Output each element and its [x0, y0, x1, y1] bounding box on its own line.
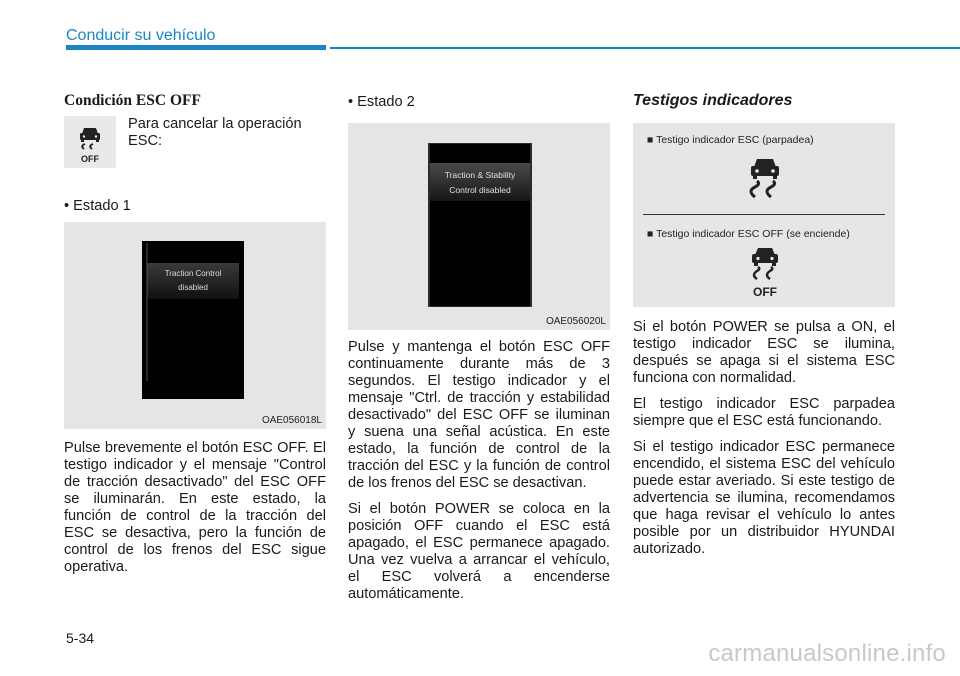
cluster-screen	[428, 143, 532, 307]
esc-off-icon	[64, 116, 116, 168]
screen-line-2: disabled	[178, 283, 208, 292]
screen-line-2: Control disabled	[449, 185, 511, 195]
indicator-label-esc-off: ■ Testigo indicador ESC OFF (se enciende)	[647, 228, 850, 240]
header-rule-thin	[330, 47, 960, 49]
indicator-label-esc: ■ Testigo indicador ESC (parpadea)	[647, 134, 814, 146]
figure-code: OAE056020L	[545, 316, 606, 327]
header-rule-thick	[66, 45, 326, 50]
cluster-screen	[142, 241, 244, 399]
indicator-figure	[633, 123, 895, 307]
body-estado-1: Pulse brevemente el botón ESC OFF. El testigo indicador y el mensaje "Control de tracción desactivado" del ESC OFF se iluminarán. En este estado, la función de control de la tracción del ESC se desactiva, pero la función de control de los frenos del ESC sigue operativa.	[64, 440, 326, 575]
esc-off-indicator-icon	[741, 243, 789, 306]
screen-line-1: Traction Control	[164, 269, 222, 278]
body-testigos-1: Si el botón POWER se pulsa a ON, el testigo indicador ESC se ilumina, después se apaga si el sistema ESC funciona con normalidad.	[633, 319, 895, 386]
heading-testigos: Testigos indicadores	[633, 92, 793, 109]
body-testigos-3: Si el testigo indicador ESC permanece encendido, el sistema ESC del vehículo puede estar averiado. Si este testigo de advertencia se ilumina, recomendamos que haga revisar el vehículo lo antes posible por un distribuidor HYUNDAI autorizado.	[633, 439, 895, 557]
body-testigos-2: El testigo indicador ESC parpadea siempre que el ESC está funcionando.	[633, 396, 895, 429]
figure-estado-2	[348, 123, 610, 330]
intro-text: Para cancelar la operación ESC:	[128, 116, 302, 149]
off-icon-label: OFF	[81, 154, 99, 164]
column-3	[633, 92, 895, 557]
body-estado-2-a: Pulse y mantenga el botón ESC OFF continuamente durante más de 3 segundos. El testigo indicador y el mensaje "Ctrl. de tracción y estabilidad desactivado" del ESC OFF se iluminan y suena una señal acústica. En este estado, la función de control de la tracción del ESC y la función de control de los frenos del ESC se desactivan.	[348, 339, 610, 491]
indicator-divider	[643, 214, 885, 215]
page-number: 5-34	[66, 630, 95, 646]
section-title: Conducir su vehículo	[66, 27, 216, 44]
figure-estado-1	[64, 222, 326, 429]
bullet-estado-1: • Estado 1	[64, 198, 131, 214]
column-1	[64, 92, 326, 575]
off-indicator-label: OFF	[753, 285, 777, 299]
heading-esc-off: Condición ESC OFF	[64, 92, 201, 109]
screen-line-1: Traction & Stability	[444, 170, 516, 180]
watermark[interactable]: carmanualsonline.info	[708, 640, 946, 667]
body-estado-2-b: Si el botón POWER se coloca en la posición OFF cuando el ESC está apagado, el ESC permanece apagado. Una vez vuelva a arrancar el vehículo, el ESC volverá a encenderse automáticamente.	[348, 501, 610, 602]
figure-code: OAE056018L	[261, 415, 322, 426]
bullet-estado-2: • Estado 2	[348, 94, 415, 110]
esc-indicator-icon	[737, 153, 793, 210]
